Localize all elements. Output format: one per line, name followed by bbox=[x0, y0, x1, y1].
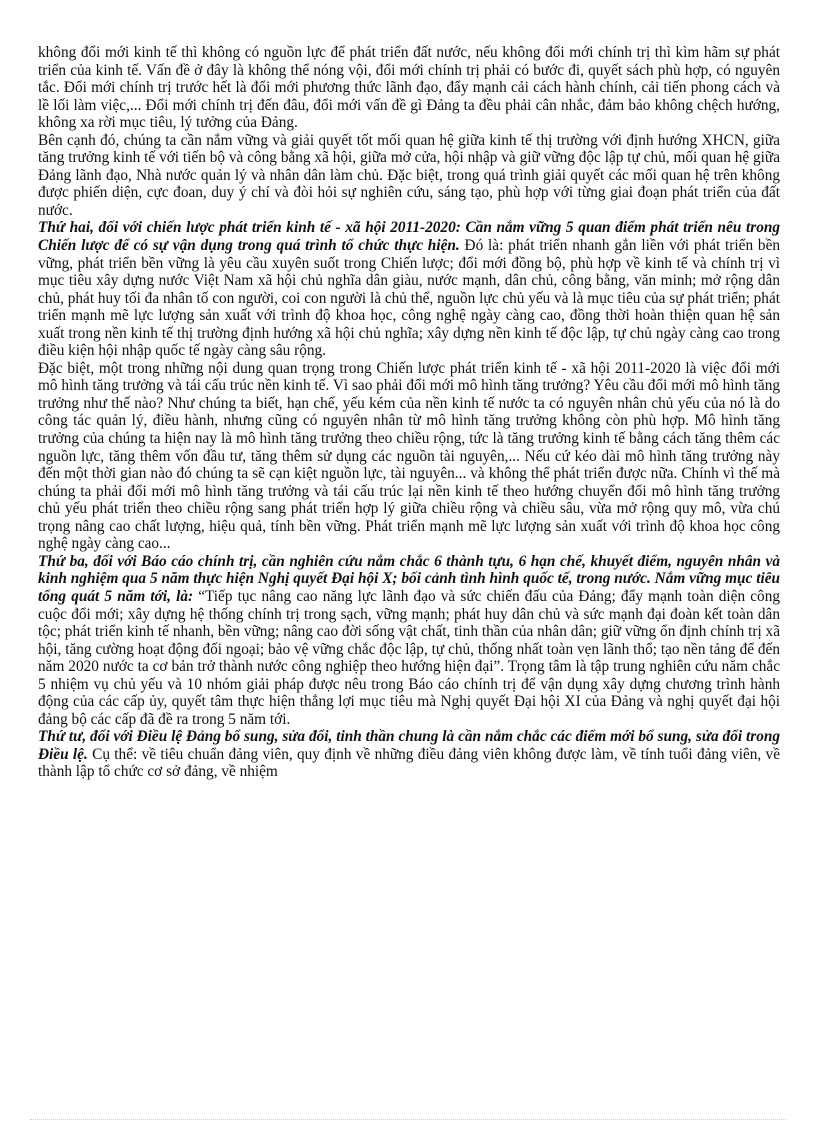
paragraph-3 bbox=[38, 219, 780, 359]
paragraph-6-lead: Thứ tư, đối với Điều lệ Đảng bổ sung, sửa đổi, tinh thần chung là cần nắm chắc các điểm mới bổ sung, sửa đổi trong Điều lệ. bbox=[38, 728, 780, 763]
paragraph-1 bbox=[38, 44, 780, 132]
paragraph-4-text: Đặc biệt, một trong những nội dung quan trọng trong Chiến lược phát triển kinh tế - xã hội 2011-2020 là việc đổi mới mô hình tăng trưởng và tái cấu trúc nền kinh tế. Vì sao phải đổi mới mô hình tăng trưởng? Yêu cầu đổi mới mô hình tăng trưởng như thế nào? Như chúng ta biết, hạn chế, yếu kém của nền kinh tế nước ta có nguyên nhân chủ yếu của nó là do công tác quản lý, điều hành, nhưng cũng có nguyên nhân từ mô hình tăng trưởng không còn phù hợp. Mô hình tăng trưởng của chúng ta hiện nay là mô hình tăng trưởng theo chiều rộng, tức là tăng trưởng kinh tế bằng cách tăng thêm các nguồn lực, tăng thêm vốn đầu tư, tăng thêm sử dụng các nguồn tài nguyên,... Nếu cứ kéo dài mô hình tăng trưởng này đến một thời gian nào đó chúng ta sẽ cạn kiệt nguồn lực, tài nguyên... và không thể phát triển được nữa. Chính vì thế mà chúng ta phải đổi mới mô hình tăng trưởng và tái cấu trúc lại nền kinh tế theo hướng chuyển đổi mô hình tăng trưởng chủ yếu phát triển theo chiều rộng sang phát triển hợp lý giữa chiều rộng và chiều sâu, vừa mở rộng quy mô, vừa chú trọng nâng cao chất lượng, hiệu quả, tính bền vững. Phát triển mạnh mẽ lực lượng sản xuất với trình độ khoa học công nghệ ngày càng cao... bbox=[38, 359, 780, 553]
paragraph-5 bbox=[38, 553, 780, 728]
paragraph-1-text: không đổi mới kinh tế thì không có nguồn lực để phát triển đất nước, nếu không đổi mới chính trị thì kìm hãm sự phát triển của kinh tế. Vấn đề ở đây là không thể nóng vội, đổi mới chính trị phải có bước đi, quyết sách phù hợp, có nguyên tắc. Đổi mới chính trị trước hết là đổi mới phương thức lãnh đạo, đẩy mạnh cải cách hành chính, cải tiến phong cách và lề lối làm việc,... Đổi mới chính trị đến đâu, đổi mới vấn đề gì Đảng ta đều phải cân nhắc, đảm bảo không chệch hướng, không xa rời mục tiêu, lý tưởng của Đảng. bbox=[38, 44, 780, 132]
paragraph-4 bbox=[38, 360, 780, 553]
document-page bbox=[38, 44, 780, 781]
paragraph-2 bbox=[38, 132, 780, 220]
paragraph-6 bbox=[38, 728, 780, 781]
paragraph-2-text: Bên cạnh đó, chúng ta cần nắm vững và giải quyết tốt mối quan hệ giữa kinh tế thị trường với định hướng XHCN, giữa tăng trưởng kinh tế với tiến bộ và công bằng xã hội, giữa mở cửa, hội nhập và giữ vững độc lập tự chủ, mối quan hệ giữa Đảng lãnh đạo, Nhà nước quản lý và nhân dân làm chủ. Đặc biệt, trong quá trình giải quyết các mối quan hệ trên không được phiến diện, cực đoan, duy ý chí và đòi hỏi sự nghiên cứu, sáng tạo, phù hợp với từng giai đoạn phát triển của đất nước. bbox=[38, 131, 780, 219]
paragraph-3-text: Đó là: phát triển nhanh gắn liền với phát triển bền vững, phát triển bền vững là yêu cầu xuyên suốt trong Chiến lược; đổi mới đồng bộ, phù hợp về kinh tế và chính trị vì mục tiêu xây dựng nước Việt Nam xã hội chủ nghĩa dân giàu, nước mạnh, dân chủ, công bằng, văn minh; mở rộng dân chủ, phát huy tối đa nhân tố con người, coi con người là chủ thể, nguồn lực chủ yếu và là mục tiêu của sự phát triển; phát triển mạnh mẽ lực lượng sản xuất với trình độ khoa học, công nghệ ngày càng cao, đồng thời hoàn thiện quan hệ sản xuất trong nền kinh tế thị trường định hướng xã hội chủ nghĩa; xây dựng nền kinh tế độc lập, tự chủ ngày càng cao trong điều kiện hội nhập quốc tế ngày càng sâu rộng. bbox=[38, 237, 781, 360]
footer-dotted-rule bbox=[30, 1119, 786, 1120]
paragraph-6-text: Cụ thể: về tiêu chuẩn đảng viên, quy định về những điều đảng viên không được làm, về tính tuổi đảng viên, về thành lập tổ chức cơ sở đảng, về nhiệm bbox=[38, 745, 780, 781]
paragraph-5-lead: Thứ ba, đối với Báo cáo chính trị, cần nghiên cứu nắm chắc 6 thành tựu, 6 hạn chế, khuyết điểm, nguyên nhân và kinh nghiệm qua 5 năm thực hiện Nghị quyết Đại hội X; bối cảnh tình hình quốc tế, trong nước. Nắm vững mục tiêu tổng quát 5 năm tới, là: bbox=[38, 552, 780, 605]
paragraph-5-text: “Tiếp tục nâng cao năng lực lãnh đạo và sức chiến đấu của Đảng; đẩy mạnh toàn diện công cuộc đổi mới; xây dựng hệ thống chính trị trong sạch, vững mạnh; phát huy dân chủ và sức mạnh đại đoàn kết toàn dân tộc; phát triển kinh tế nhanh, bền vững; nâng cao đời sống vật chất, tinh thần của nhân dân; giữ vững ổn định chính trị xã hội, tăng cường hoạt động đối ngoại; bảo vệ vững chắc độc lập, tự chủ, thống nhất toàn vẹn lãnh thổ; tạo nền tảng để đến năm 2020 nước ta cơ bản trở thành nước công nghiệp theo hướng hiện đại”. Trọng tâm là tập trung nghiên cứu năm chắc 5 nhiệm vụ chủ yếu và 10 nhóm giải pháp được nêu trong Báo cáo chính trị để vận dụng xây dựng chương trình hành động của các cấp ủy, quyết tâm thực hiện thắng lợi mục tiêu mà Nghị quyết Đại hội XI của Đảng và nghị quyết đại hội đảng bộ các cấp đã đề ra trong 5 năm tới. bbox=[38, 587, 780, 728]
paragraph-3-lead: Thứ hai, đối với chiến lược phát triển kinh tế - xã hội 2011-2020: Cần nắm vững 5 quan điểm phát triển nêu trong Chiến lược để có sự vận dụng trong quá trình tổ chức thực hiện. bbox=[38, 219, 780, 255]
